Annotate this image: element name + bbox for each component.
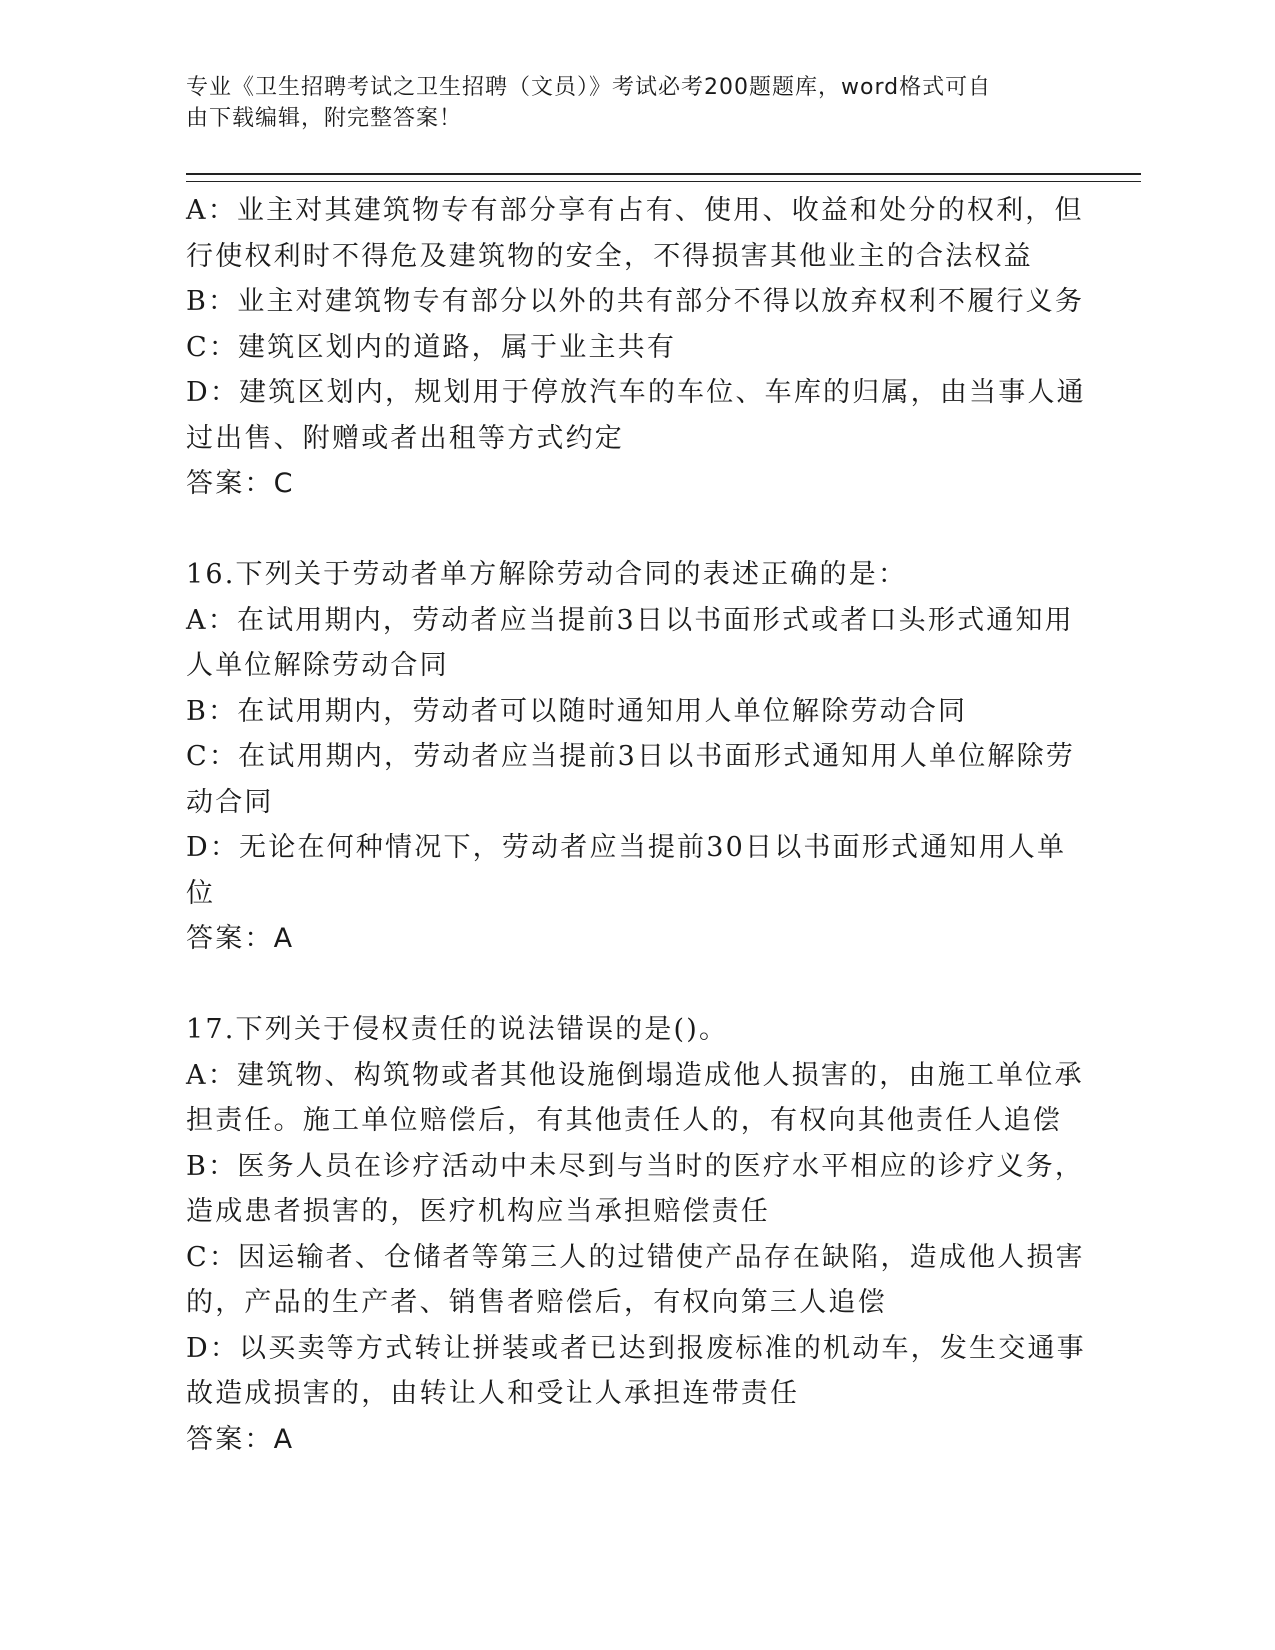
option-d-line-1: D：建筑区划内，规划用于停放汽车的车位、车库的归属，由当事人通 (186, 377, 1086, 408)
option-b: B：业主对建筑物专有部分以外的共有部分不得以放弃权利不履行义务 (186, 286, 1085, 317)
option-b-line-1: B：医务人员在诊疗活动中未尽到与当时的医疗水平相应的诊疗义务， (186, 1150, 1085, 1182)
option-b: B：在试用期内，劳动者可以随时通知用人单位解除劳动合同 (186, 695, 968, 727)
option-c-line-1: C：在试用期内，劳动者应当提前3日以书面形式通知用人单位解除劳 (186, 741, 1076, 772)
document-header (186, 72, 1066, 134)
question-15-tail (186, 188, 1086, 507)
option-d-line-1: D：以买卖等方式转让拼装或者已达到报废标准的机动车，发生交通事 (186, 1332, 1086, 1364)
option-a-line-1: A：建筑物、构筑物或者其他设施倒塌造成他人损害的，由施工单位承 (186, 1059, 1084, 1091)
question-17 (186, 1007, 1086, 1462)
option-d-line-1: D：无论在何种情况下，劳动者应当提前30日以书面形式通知用人单 (186, 832, 1067, 863)
option-a-line-1: A：业主对其建筑物专有部分享有占有、使用、收益和处分的权利，但 (186, 195, 1084, 226)
option-d-line-2: 位 (186, 877, 216, 909)
header-divider-thin (186, 181, 1141, 182)
option-c: C：建筑区划内的道路，属于业主共有 (186, 331, 677, 363)
question-text: 16.下列关于劳动者单方解除劳动合同的表述正确的是： (186, 559, 908, 590)
question-16 (186, 552, 1076, 962)
option-b-line-2: 造成患者损害的，医疗机构应当承担赔偿责任 (186, 1196, 770, 1227)
spacer (186, 962, 1076, 1008)
spacer (186, 507, 1076, 553)
option-c-line-1: C：因运输者、仓储者等第三人的过错使产品存在缺陷，造成他人损害 (186, 1241, 1085, 1273)
header-line-1: 专业《卫生招聘考试之卫生招聘（文员）》考试必考200题题库，word格式可自 (186, 75, 992, 100)
header-line-2: 由下载编辑，附完整答案！ (186, 106, 463, 131)
question-text: 17.下列关于侵权责任的说法错误的是()。 (186, 1014, 729, 1045)
answer: 答案：C (186, 468, 295, 499)
option-a-line-1: A：在试用期内，劳动者应当提前3日以书面形式或者口头形式通知用 (186, 604, 1074, 636)
answer: 答案：A (186, 923, 295, 954)
option-c-line-2: 的，产品的生产者、销售者赔偿后，有权向第三人追偿 (186, 1287, 887, 1318)
option-d-line-2: 故造成损害的，由转让人和受让人承担连带责任 (186, 1378, 800, 1409)
option-a-line-2: 人单位解除劳动合同 (186, 650, 449, 681)
option-d-line-2: 过出售、附赠或者出租等方式约定 (186, 422, 624, 454)
answer: 答案：A (186, 1423, 295, 1455)
option-c-line-2: 动合同 (186, 786, 274, 818)
option-a-line-2: 行使权利时不得危及建筑物的安全，不得损害其他业主的合法权益 (186, 240, 1033, 272)
header-divider-thick (186, 173, 1141, 175)
question-list (186, 188, 1086, 1462)
option-a-line-2: 担责任。施工单位赔偿后，有其他责任人的，有权向其他责任人追偿 (186, 1105, 1062, 1136)
